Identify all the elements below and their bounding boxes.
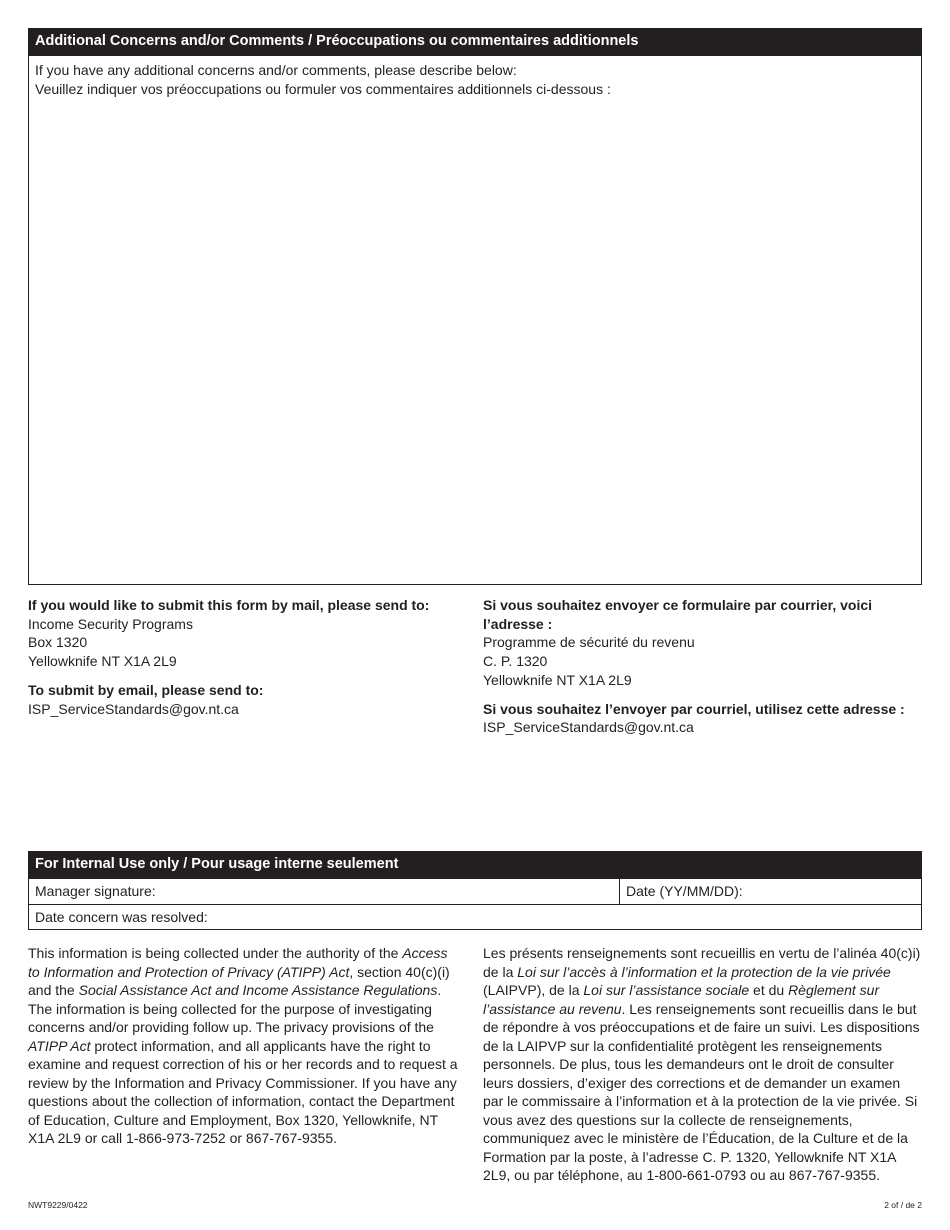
privacy-text: This information is being collected under the authority of the xyxy=(28,945,403,961)
privacy-text: et du xyxy=(749,982,789,998)
email-address-en: ISP_ServiceStandards@gov.nt.ca xyxy=(28,700,239,717)
privacy-act-title: Loi sur l’accès à l’information et la protection de la vie privée xyxy=(517,963,891,980)
privacy-text: (LAIPVP), de la xyxy=(483,982,584,998)
email-heading-fr: Si vous souhaitez l’envoyer par courriel, utilisez cette adresse : xyxy=(483,700,905,717)
date-resolved-label: Date concern was resolved: xyxy=(35,909,208,925)
concerns-prompt-fr: Veuillez indiquer vos préoccupations ou formuler vos commentaires additionnels ci-dessous : xyxy=(35,80,611,97)
internal-use-header: For Internal Use only / Pour usage interne seulement xyxy=(28,851,922,879)
mail-info-en xyxy=(28,596,468,718)
concerns-section-header: Additional Concerns and/or Comments / Préoccupations ou commentaires additionnels xyxy=(28,28,922,56)
privacy-text: , section 40(c)(i) and the xyxy=(28,963,450,998)
date-resolved-field[interactable] xyxy=(29,905,921,929)
email-heading-en: To submit by email, please send to: xyxy=(28,681,264,698)
privacy-text: . Les renseignements sont recueillis dans le but de répondre à vos préoccupations et de faire un suivi. Les dispositions de la LAIPVP sur la confidentialité protègent les renseignements personnels. De plus, tous les demandeurs ont le droit de consulter leurs dossiers, d’exiger des corrections et de demander un examen par le commissaire à l’information et à la protection de la vie privée. Si vous avez des questions sur la collecte de renseignements, communiquez avec le ministère de l’Éducation, de la Culture et de la Formation par la poste, à l’adresse C. P. 1320, Yellowknife NT X1A 2L9, ou par téléphone, au 1-800-661-0793 ou au 867-767-9355. xyxy=(483,1000,920,1183)
privacy-text: Les présents renseignements sont recueillis en vertu de l’alinéa 40(c)i) de la xyxy=(483,945,921,980)
privacy-act-title: ATIPP Act xyxy=(28,1037,91,1054)
internal-use-table xyxy=(28,879,922,930)
mail-info-fr xyxy=(483,596,928,737)
internal-row-resolved xyxy=(29,904,921,929)
email-address-fr: ISP_ServiceStandards@gov.nt.ca xyxy=(483,719,694,736)
mail-heading-fr: Si vous souhaitez envoyer ce formulaire par courrier, voici l’adresse : xyxy=(483,597,873,632)
page-number: 2 of / de 2 xyxy=(884,1200,922,1210)
privacy-text: . The information is being collected for the purpose of investigating concerns and/or providing follow up. The privacy provisions of the xyxy=(28,982,442,1035)
privacy-act-title: Access to Information and Protection of Privacy (ATIPP) Act xyxy=(28,945,448,980)
privacy-act-title: Loi sur l’assistance sociale xyxy=(583,982,750,998)
privacy-notice-en xyxy=(28,944,458,1148)
privacy-act-title: Social Assistance Act and Income Assistance Regulations xyxy=(78,982,438,998)
mail-heading-en: If you would like to submit this form by mail, please send to: xyxy=(28,597,430,613)
form-code: NWT9229/0422 xyxy=(28,1200,88,1210)
concerns-prompt-en: If you have any additional concerns and/or comments, please describe below: xyxy=(35,62,517,78)
mail-line: Box 1320 xyxy=(28,634,88,651)
mail-line: C. P. 1320 xyxy=(483,653,548,670)
date-label: Date (YY/MM/DD): xyxy=(626,883,743,899)
mail-line: Programme de sécurité du revenu xyxy=(483,634,695,651)
privacy-text: protect information, and all applicants have the right to examine and request correction of his or her records and to request a review by the Information and Privacy Commissioner. If you have any questions about the collection of information, contact the Department of Education, Culture and Employment, Box 1320, Yellowknife, NT X1A 2L9 or call 1-866-973-7252 or 867-767-9355. xyxy=(28,1037,458,1146)
mail-line: Yellowknife NT X1A 2L9 xyxy=(28,653,177,670)
manager-signature-label: Manager signature: xyxy=(35,883,156,899)
mail-line: Yellowknife NT X1A 2L9 xyxy=(483,671,632,688)
internal-row-signature xyxy=(29,879,921,904)
privacy-notice-fr xyxy=(483,944,923,1185)
privacy-act-title: Règlement sur l’assistance au revenu xyxy=(483,982,880,1017)
concerns-box xyxy=(28,56,922,585)
comments-textarea[interactable] xyxy=(35,102,915,578)
concerns-prompt xyxy=(29,56,921,103)
manager-signature-field[interactable] xyxy=(29,879,620,904)
date-field[interactable] xyxy=(620,879,921,904)
mail-line: Income Security Programs xyxy=(28,615,193,632)
